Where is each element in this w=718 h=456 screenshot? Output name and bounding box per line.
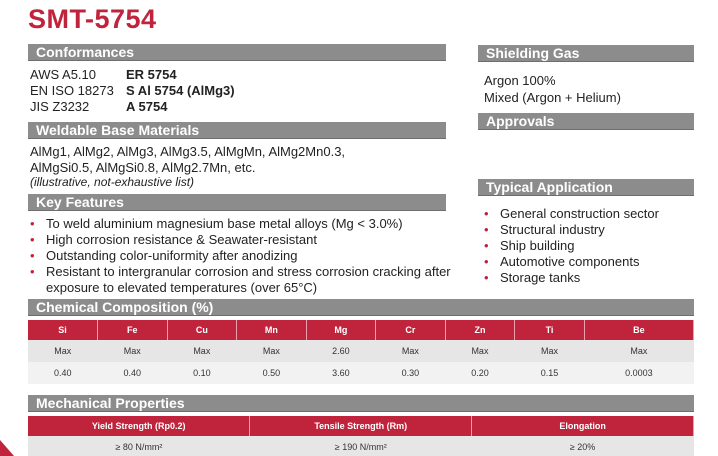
mechanical-heading: Mechanical Properties: [28, 395, 694, 412]
list-item: • Structural industry: [482, 222, 659, 238]
key-features-heading: Key Features: [28, 194, 446, 211]
table-cell: 0.30: [376, 362, 446, 384]
conformance-key: AWS A5.10: [30, 67, 96, 82]
mechanical-col-elongation: Elongation: [472, 416, 694, 436]
typical-application-list: [482, 206, 659, 286]
mechanical-table: [28, 416, 694, 456]
conformance-key: JIS Z3232: [30, 99, 90, 114]
shielding-gas-line: Argon 100%: [484, 73, 556, 88]
conformance-key: EN ISO 18273: [30, 83, 114, 98]
table-cell: ≥ 20%: [472, 436, 694, 456]
weldable-line-2: AlMgSi0.5, AlMgSi0.8, AlMg2.7Mn, etc.: [30, 160, 256, 175]
table-row: [28, 340, 694, 362]
chemical-col-mn: Mn: [237, 320, 307, 340]
mechanical-col-yield: Yield Strength (Rp0.2): [28, 416, 250, 436]
table-cell: 0.20: [445, 362, 515, 384]
chemical-col-ti: Ti: [515, 320, 585, 340]
table-cell: ≥ 80 N/mm²: [28, 436, 250, 456]
table-cell: Max: [584, 340, 693, 362]
table-cell: 3.60: [306, 362, 376, 384]
list-item: • High corrosion resistance & Seawater-resistant: [28, 232, 468, 248]
mechanical-col-tensile: Tensile Strength (Rm): [250, 416, 472, 436]
table-cell: Max: [237, 340, 307, 362]
table-cell: Max: [515, 340, 585, 362]
conformance-value: A 5754: [126, 99, 168, 114]
list-item: • Storage tanks: [482, 270, 659, 286]
table-row: [28, 362, 694, 384]
list-item: • To weld aluminium magnesium base metal alloys (Mg < 3.0%): [28, 216, 468, 232]
chemical-col-cr: Cr: [376, 320, 446, 340]
shielding-gas-heading: Shielding Gas: [478, 45, 694, 62]
table-cell: 0.15: [515, 362, 585, 384]
table-cell: Max: [445, 340, 515, 362]
conformance-value: S Al 5754 (AlMg3): [126, 83, 235, 98]
chemical-col-cu: Cu: [167, 320, 237, 340]
table-row: [28, 436, 694, 456]
conformance-value: ER 5754: [126, 67, 177, 82]
chemical-col-zn: Zn: [445, 320, 515, 340]
conformance-row: [30, 67, 177, 82]
chemical-table: [28, 320, 694, 384]
chemical-heading: Chemical Composition (%): [28, 299, 694, 316]
list-item: • General construction sector: [482, 206, 659, 222]
conformances-heading: Conformances: [28, 44, 446, 61]
weldable-line-1: AlMg1, AlMg2, AlMg3, AlMg3.5, AlMgMn, AlMg2Mn0.3,: [30, 144, 346, 159]
table-cell: ≥ 190 N/mm²: [250, 436, 472, 456]
product-title: SMT-5754: [28, 4, 157, 34]
table-cell: Max: [98, 340, 168, 362]
list-item: • Ship building: [482, 238, 659, 254]
table-cell: 0.0003: [584, 362, 693, 384]
typical-application-heading: Typical Application: [478, 179, 694, 196]
list-item: • Automotive components: [482, 254, 659, 270]
conformance-row: [30, 99, 167, 114]
table-cell: Max: [376, 340, 446, 362]
table-cell: 0.50: [237, 362, 307, 384]
table-cell: Max: [28, 340, 98, 362]
weldable-note: (illustrative, not-exhaustive list): [30, 175, 195, 189]
table-cell: 2.60: [306, 340, 376, 362]
key-features-list: [28, 216, 468, 296]
corner-accent: [0, 440, 14, 456]
list-item: • Outstanding color-uniformity after anodizing: [28, 248, 468, 264]
list-item: • Resistant to intergranular corrosion and stress corrosion cracking after exposure to elevated temperatures (over 65°C): [28, 264, 468, 296]
chemical-col-mg: Mg: [306, 320, 376, 340]
chemical-col-be: Be: [584, 320, 693, 340]
table-cell: 0.40: [28, 362, 98, 384]
table-cell: 0.10: [167, 362, 237, 384]
table-cell: Max: [167, 340, 237, 362]
table-cell: 0.40: [98, 362, 168, 384]
weldable-heading: Weldable Base Materials: [28, 122, 446, 139]
shielding-gas-line: Mixed (Argon + Helium): [484, 90, 621, 105]
chemical-col-fe: Fe: [98, 320, 168, 340]
approvals-heading: Approvals: [478, 113, 694, 130]
conformance-row: [30, 83, 235, 98]
chemical-col-si: Si: [28, 320, 98, 340]
